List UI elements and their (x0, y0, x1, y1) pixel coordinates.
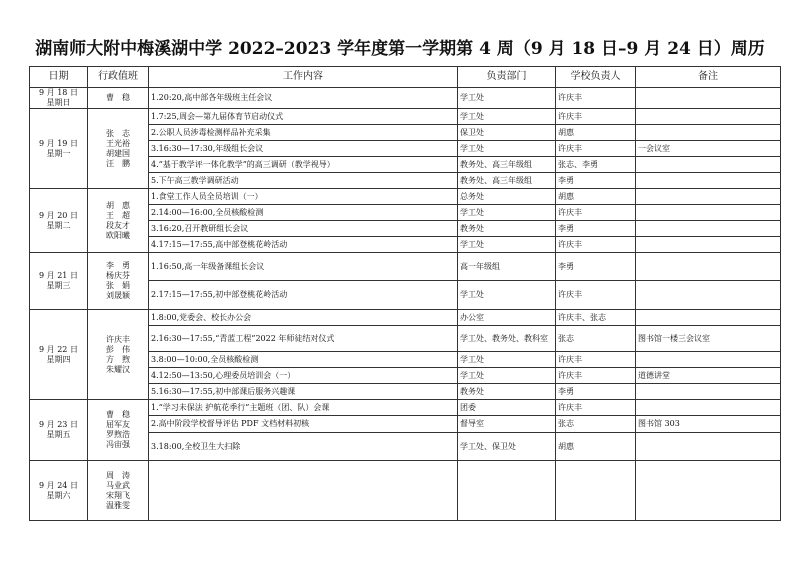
task-cell: 3.16:20,召开教研组长会议 (149, 221, 458, 237)
table-row (30, 461, 781, 521)
header-dept: 负责部门 (458, 67, 556, 88)
dept-cell: 学工处 (458, 205, 556, 221)
leader-cell: 张志 (556, 416, 636, 433)
task-cell (149, 461, 458, 521)
table-row (30, 253, 781, 281)
note-cell (636, 384, 781, 400)
duty-cell: 李 勇 杨庆芬 张 娟 刘晟颖 (88, 253, 149, 310)
leader-cell (556, 461, 636, 521)
dept-cell: 高一年级组 (458, 253, 556, 281)
dept-cell: 学工处 (458, 109, 556, 125)
dept-cell: 学工处 (458, 281, 556, 310)
task-cell: 1.“学习未保法 护航花季行”主题班（团、队）会课 (149, 400, 458, 416)
leader-cell: 许庆丰 (556, 281, 636, 310)
dept-cell: 学工处 (458, 352, 556, 368)
duty-cell: 胡 惠 王 超 段友才 欧阳曦 (88, 189, 149, 253)
header-duty: 行政值班 (88, 67, 149, 88)
task-cell: 2.17:15—17:55,初中部登桃花岭活动 (149, 281, 458, 310)
leader-cell: 许庆丰 (556, 205, 636, 221)
dept-cell: 学工处、保卫处 (458, 433, 556, 461)
leader-cell: 张志、李勇 (556, 157, 636, 173)
note-cell: 图书馆一楼三会议室 (636, 326, 781, 352)
header-leader: 学校负责人 (556, 67, 636, 88)
dept-cell: 学工处、教务处、教科室 (458, 326, 556, 352)
task-cell: 1.20:20,高中部各年级班主任会议 (149, 88, 458, 109)
leader-cell: 许庆丰 (556, 368, 636, 384)
task-cell: 5.16:30—17:55,初中部课后服务兴趣课 (149, 384, 458, 400)
dept-cell: 督导室 (458, 416, 556, 433)
dept-cell: 教务处、高三年级组 (458, 173, 556, 189)
date-cell: 9 月 19 日 星期一 (30, 109, 88, 189)
task-cell: 4.“基于教学评一体化教学”的高三调研（教学视导） (149, 157, 458, 173)
task-cell: 2.14:00—16:00,全员核酸检测 (149, 205, 458, 221)
table-row (30, 310, 781, 326)
duty-cell: 周 涛 马业武 宋翔飞 温雅雯 (88, 461, 149, 521)
table-row (30, 189, 781, 205)
leader-cell: 许庆丰、张志 (556, 310, 636, 326)
leader-cell: 许庆丰 (556, 237, 636, 253)
note-cell (636, 157, 781, 173)
date-cell: 9 月 22 日 星期四 (30, 310, 88, 400)
leader-cell: 李勇 (556, 173, 636, 189)
dept-cell: 学工处 (458, 88, 556, 109)
note-cell: 一会议室 (636, 141, 781, 157)
dept-cell (458, 461, 556, 521)
note-cell (636, 237, 781, 253)
dept-cell: 学工处 (458, 141, 556, 157)
leader-cell: 李勇 (556, 384, 636, 400)
task-cell: 1.食堂工作人员全员培训（一） (149, 189, 458, 205)
note-cell (636, 400, 781, 416)
note-cell (636, 253, 781, 281)
task-cell: 2.高中阶段学校督导评估 PDF 文档材料初核 (149, 416, 458, 433)
task-cell: 2.公职人员涉毒检测样品补充采集 (149, 125, 458, 141)
table-row (30, 88, 781, 109)
note-cell (636, 109, 781, 125)
task-cell: 3.16:30—17:30,年级组长会议 (149, 141, 458, 157)
dept-cell: 学工处 (458, 237, 556, 253)
dept-cell: 教务处 (458, 384, 556, 400)
duty-cell: 许庆丰 彭 伟 方 煦 朱耀汉 (88, 310, 149, 400)
task-cell: 4.17:15—17:55,高中部登桃花岭活动 (149, 237, 458, 253)
leader-cell: 许庆丰 (556, 400, 636, 416)
note-cell: 道德讲堂 (636, 368, 781, 384)
note-cell (636, 125, 781, 141)
leader-cell: 张志 (556, 326, 636, 352)
task-cell: 3.8:00—10:00,全员核酸检测 (149, 352, 458, 368)
leader-cell: 许庆丰 (556, 88, 636, 109)
table-row (30, 400, 781, 416)
leader-cell: 许庆丰 (556, 141, 636, 157)
week-calendar-table (29, 66, 781, 521)
leader-cell: 胡惠 (556, 189, 636, 205)
leader-cell: 李勇 (556, 253, 636, 281)
note-cell (636, 88, 781, 109)
table-row (30, 109, 781, 125)
note-cell (636, 433, 781, 461)
leader-cell: 胡惠 (556, 433, 636, 461)
dept-cell: 教务处 (458, 221, 556, 237)
date-cell: 9 月 20 日 星期二 (30, 189, 88, 253)
note-cell (636, 221, 781, 237)
date-cell: 9 月 21 日 星期三 (30, 253, 88, 310)
task-cell: 4.12:50—13:50,心理委员培训会（一） (149, 368, 458, 384)
note-cell: 图书馆 303 (636, 416, 781, 433)
duty-cell: 曹 稳 屈军友 罗煦浩 冯宙强 (88, 400, 149, 461)
note-cell (636, 189, 781, 205)
note-cell (636, 281, 781, 310)
dept-cell: 办公室 (458, 310, 556, 326)
dept-cell: 总务处 (458, 189, 556, 205)
dept-cell: 教务处、高三年级组 (458, 157, 556, 173)
note-cell (636, 461, 781, 521)
header-note: 备注 (636, 67, 781, 88)
dept-cell: 团委 (458, 400, 556, 416)
task-cell: 3.18:00,全校卫生大扫除 (149, 433, 458, 461)
duty-cell: 张 志 王光裕 胡建国 汪 鹏 (88, 109, 149, 189)
leader-cell: 许庆丰 (556, 109, 636, 125)
date-cell: 9 月 23 日 星期五 (30, 400, 88, 461)
header-date: 日期 (30, 67, 88, 88)
header-task: 工作内容 (149, 67, 458, 88)
dept-cell: 保卫处 (458, 125, 556, 141)
task-cell: 5.下午高三教学调研活动 (149, 173, 458, 189)
leader-cell: 许庆丰 (556, 352, 636, 368)
date-cell: 9 月 18 日 星期日 (30, 88, 88, 109)
note-cell (636, 310, 781, 326)
leader-cell: 李勇 (556, 221, 636, 237)
task-cell: 2.16:30—17:55,“青蓝工程”2022 年师徒结对仪式 (149, 326, 458, 352)
task-cell: 1.8:00,党委会、校长办公会 (149, 310, 458, 326)
page-title: 湖南师大附中梅溪湖中学 2022–2023 学年度第一学期第 4 周（9 月 18 日–9 月 24 日）周历 (35, 39, 765, 59)
task-cell: 1.7:25,周会—第九届体育节启动仪式 (149, 109, 458, 125)
note-cell (636, 352, 781, 368)
leader-cell: 胡惠 (556, 125, 636, 141)
header-row (30, 67, 781, 88)
note-cell (636, 173, 781, 189)
date-cell: 9 月 24 日 星期六 (30, 461, 88, 521)
task-cell: 1.16:50,高一年级备课组长会议 (149, 253, 458, 281)
note-cell (636, 205, 781, 221)
dept-cell: 学工处 (458, 368, 556, 384)
duty-cell: 曹 稳 (88, 88, 149, 109)
